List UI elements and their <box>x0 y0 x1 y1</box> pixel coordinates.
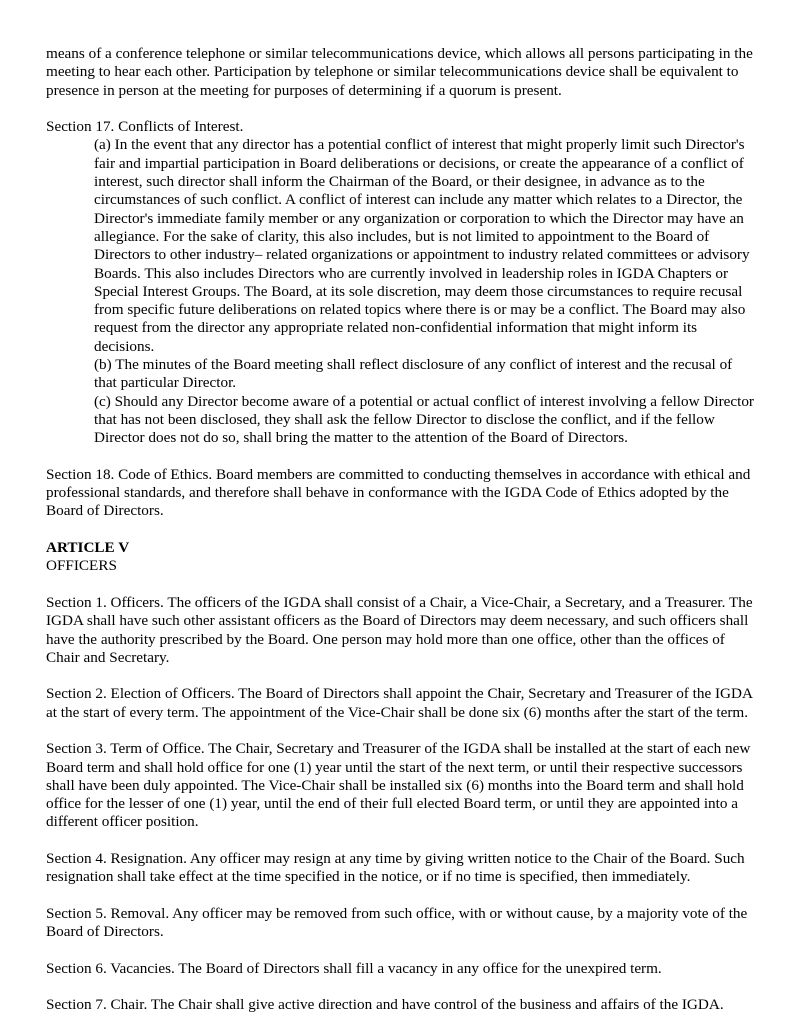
paragraph: Section 7. Chair. The Chair shall give active direction and have control of the business and affairs of the IGDA. <box>46 996 724 1014</box>
article-heading: ARTICLE V <box>46 539 130 557</box>
clause: (b) The minutes of the Board meeting shall reflect disclosure of any conflict of interest and the recusal of that particular Director. <box>94 356 733 392</box>
paragraph: means of a conference telephone or similar telecommunications device, which allows all persons participating in the meeting to hear each other. Participation by telephone or similar telecommunications device shall be equivalent to presence in person at the meeting for purposes of determining if a quorum is present. <box>46 45 753 99</box>
paragraph: Section 1. Officers. The officers of the IGDA shall consist of a Chair, a Vice-Chair, a Secretary, and a Treasurer. The IGDA shall have such other assistant officers as the Board of Directors may deem necessary, and such officers shall have the authority prescribed by the Board. One person may hold more than one office, other than the offices of Chair and Secretary. <box>46 593 753 666</box>
paragraph: Section 6. Vacancies. The Board of Directors shall fill a vacancy in any office for the unexpired term. <box>46 959 662 977</box>
paragraph: Section 2. Election of Officers. The Board of Directors shall appoint the Chair, Secretary and Treasurer of the IGDA at the start of every term. The appointment of the Vice-Chair shall be done six (6) months after the start of the term. <box>46 685 753 721</box>
paragraph: Section 5. Removal. Any officer may be removed from such office, with or without cause, by a majority vote of the Board of Directors. <box>46 904 748 941</box>
clause: (a) In the event that any director has a potential conflict of interest that might properly limit such Director's fair and impartial participation in Board deliberations or decisions, or create the appearance of a conflict of interest, such director shall inform the Chairman of the Board, or their designee, in advance as to the circumstances of such conflict. A conflict of interest can include any matter which relates to a Director, the Director's immediate family member or any organization or corporation to which the Director may have an allegiance. For the sake of clarity, this also includes, but is not limited to appointment to the Board of Directors to other industry– related organizations or appointment to industry related committees or advisory Boards. This also includes Directors who are currently involved in leadership roles in IGDA Chapters or Special Interest Groups. The Board, at its sole discretion, may deem those circumstances to require recusal from specific future deliberations on related topics where there is or may be a conflict. The Board may also request from the director any appropriate related non-confidential information that might inform its decisions. <box>94 136 750 355</box>
paragraph: Section 4. Resignation. Any officer may resign at any time by giving written notice to the Chair of the Board. Such resignation shall take effect at the time specified in the notice, or if no time is specified, then immediately. <box>46 850 745 886</box>
section-heading: Section 17. Conflicts of Interest. <box>46 118 244 136</box>
article-subheading: OFFICERS <box>46 557 117 575</box>
clause: (c) Should any Director become aware of a potential or actual conflict of interest involving a fellow Director that has not been disclosed, they shall ask the fellow Director to disclose the conflict, and if the fellow Director does not do so, shall bring the matter to the attention of the Board of Directors. <box>94 392 754 447</box>
document-body <box>46 45 755 1015</box>
paragraph: Section 18. Code of Ethics. Board members are committed to conducting themselves in accordance with ethical and professional standards, and therefore shall behave in conformance with the IGDA Code of Ethics adopted by the Board of Directors. <box>46 465 751 520</box>
paragraph: Section 3. Term of Office. The Chair, Secretary and Treasurer of the IGDA shall be installed at the start of each new Board term and shall hold office for one (1) year until the start of the next term, or until their respective successors shall have been duly appointed. The Vice-Chair shall be installed six (6) months into the Board term and shall hold office for the lesser of one (1) year, until the end of their full elected Board term, or until they are appointed into a different officer position. <box>46 740 751 831</box>
